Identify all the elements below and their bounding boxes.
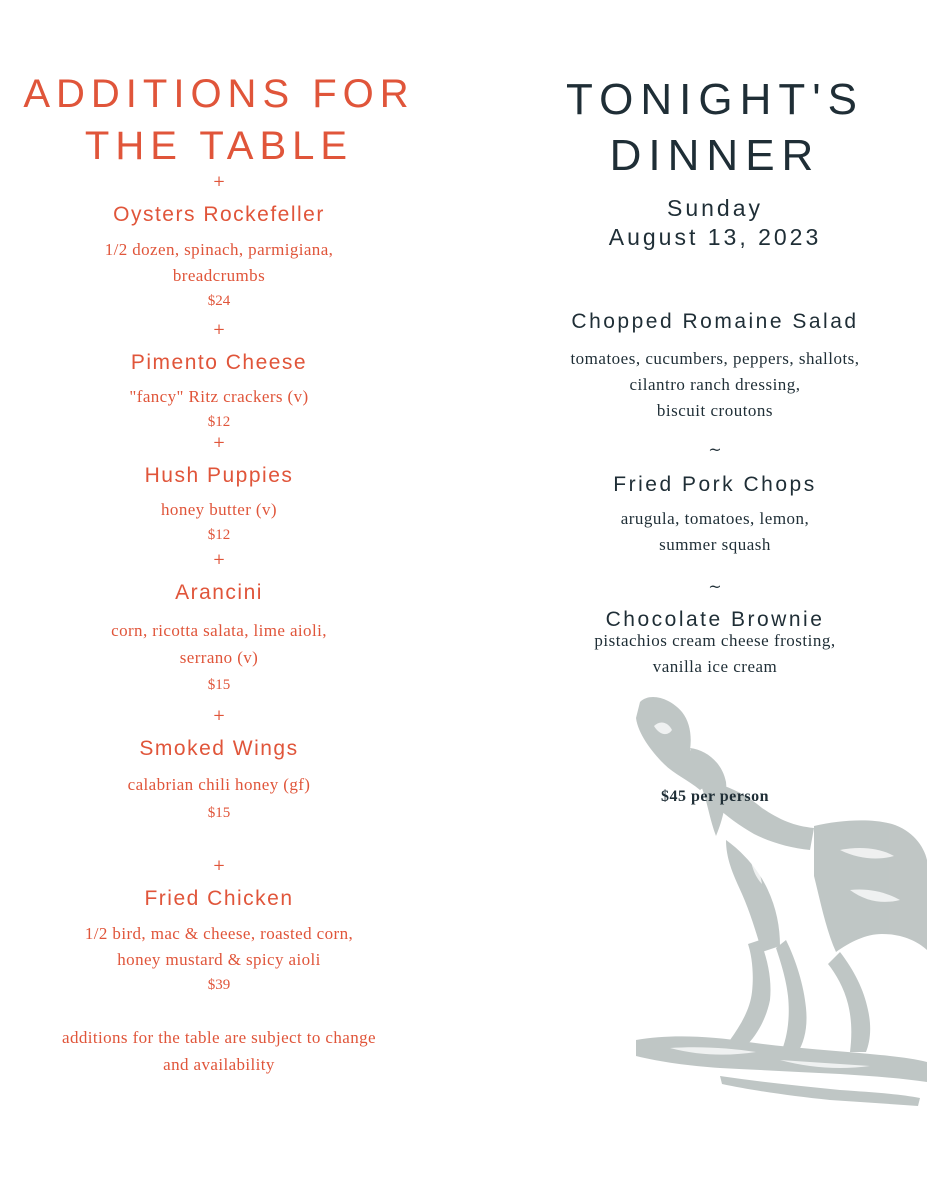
dinner-date: August 13, 2023 — [608, 224, 822, 250]
item-name-hush-puppies: Hush Puppies — [144, 464, 294, 487]
item-desc-oysters-2: breadcrumbs — [172, 266, 266, 285]
item-name-fried-chicken: Fried Chicken — [144, 887, 294, 910]
course-desc-salad-1: tomatoes, cucumbers, peppers, shallots, — [570, 349, 860, 368]
dinner-title — [548, 72, 882, 184]
item-desc-fried-chicken-2: honey mustard & spicy aioli — [117, 950, 321, 969]
item-name-arancini: Arancini — [175, 581, 263, 604]
separator-plus: + — [212, 706, 226, 724]
course-name-salad: Chopped Romaine Salad — [571, 310, 859, 333]
separator-plus: + — [212, 320, 226, 338]
item-desc-hush-puppies: honey butter (v) — [161, 500, 277, 519]
separator-plus: + — [212, 172, 226, 190]
additions-title-line1: ADDITIONS FOR — [23, 72, 415, 116]
item-name-oysters: Oysters Rockefeller — [113, 203, 325, 226]
dinner-title-line1: TONIGHT'S — [566, 75, 864, 124]
availability-note-1: additions for the table are subject to change — [62, 1028, 376, 1047]
additions-title-line2: THE TABLE — [84, 124, 354, 168]
item-price-arancini: $15 — [207, 677, 231, 693]
item-desc-oysters-1: 1/2 dozen, spinach, parmigiana, — [104, 240, 334, 259]
separator-plus: + — [212, 433, 226, 451]
item-price-fried-chicken: $39 — [207, 977, 231, 993]
separator-plus: + — [212, 856, 226, 874]
item-price-wings: $15 — [207, 805, 231, 821]
item-name-pimento: Pimento Cheese — [130, 351, 308, 374]
course-desc-salad-2: cilantro ranch dressing, — [629, 375, 801, 394]
item-desc-arancini-2: serrano (v) — [179, 648, 259, 667]
course-desc-salad-3: biscuit croutons — [656, 401, 774, 420]
item-price-hush-puppies: $12 — [207, 527, 231, 543]
course-name-brownie: Chocolate Brownie — [605, 608, 825, 631]
separator-plus: + — [212, 550, 226, 568]
course-name-pork: Fried Pork Chops — [613, 473, 817, 496]
dinner-price: $45 per person — [660, 788, 770, 805]
separator-tilde: ~ — [708, 440, 722, 459]
item-desc-arancini-1: corn, ricotta salata, lime aioli, — [111, 621, 327, 640]
item-desc-fried-chicken-1: 1/2 bird, mac & cheese, roasted corn, — [84, 924, 354, 943]
additions-title — [18, 68, 420, 172]
dinner-title-line2: DINNER — [609, 131, 821, 180]
item-name-wings: Smoked Wings — [139, 737, 299, 760]
dinner-day: Sunday — [666, 195, 763, 221]
item-desc-pimento: "fancy" Ritz crackers (v) — [129, 387, 309, 406]
separator-tilde: ~ — [708, 577, 722, 596]
item-price-oysters: $24 — [207, 293, 231, 309]
availability-note-2: and availability — [163, 1055, 275, 1074]
course-desc-brownie-2: vanilla ice cream — [652, 657, 778, 676]
item-desc-wings: calabrian chili honey (gf) — [127, 775, 311, 794]
course-desc-pork-2: summer squash — [659, 535, 771, 554]
course-desc-pork-1: arugula, tomatoes, lemon, — [620, 509, 810, 528]
course-desc-brownie-1: pistachios cream cheese frosting, — [594, 631, 836, 650]
dog-sketch-icon — [630, 690, 927, 1130]
item-price-pimento: $12 — [207, 414, 231, 430]
